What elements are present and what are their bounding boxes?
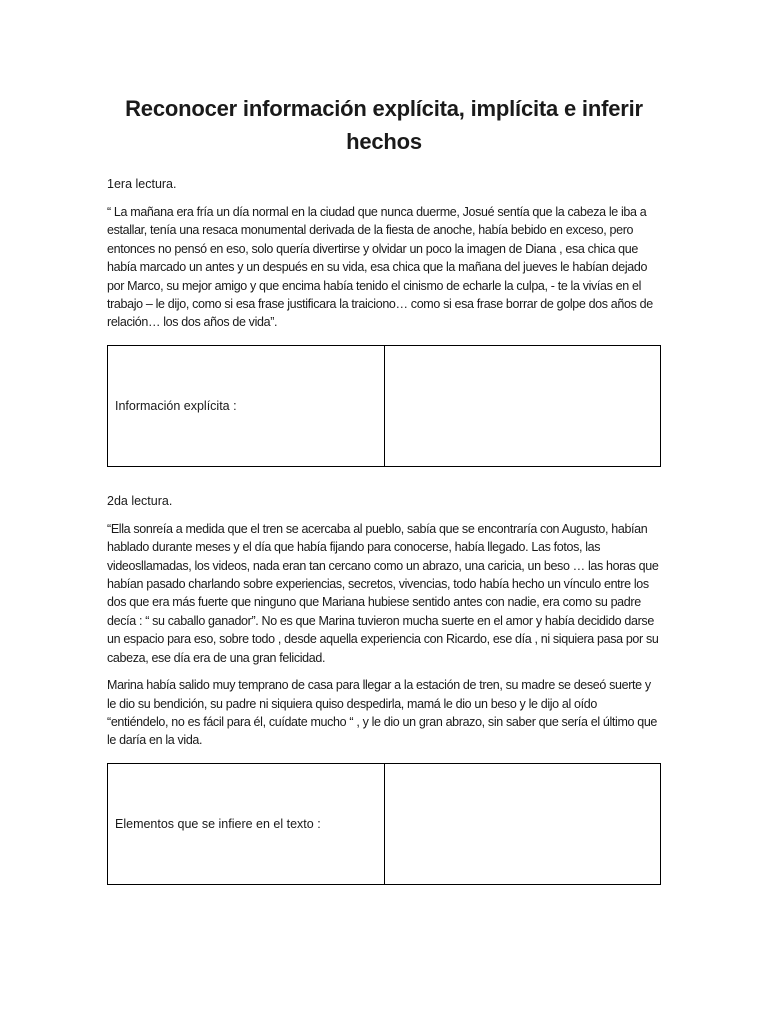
inferred-elements-answer-cell[interactable] xyxy=(384,764,661,884)
inferred-elements-label: Elementos que se infiere en el texto : xyxy=(115,816,321,831)
page-title: Reconocer información explícita, implícita e inferir hechos xyxy=(125,96,643,154)
reading-2-text-1: “Ella sonreía a medida que el tren se acercaba al pueblo, sabía que se encontraría con Augusto, habían hablado durante meses y el día que había fijando para conocerse, había llegado. Las fotos, las videosllamadas, los videos, nada eran tan cercano como un abrazo, una caricia, un beso … las horas que habían pasado charlando sobre experiencias, secretos, vivencias, todo había hecho un vínculo entre los dos que era más fuerte que ninguno que Mariana hubiese sentido antes con nadie, era como su padre decía : “ su caballo ganador”. No es que Marina tuvieron mucha suerte en el amor y había decidido darse un espacio para eso, sobre todo , desde aquella experiencia con Ricardo, ese día , ni siquiera pasa por su cabeza, ese día era de una gran felicidad. xyxy=(107,521,659,665)
reading-2-label: 2da lectura. xyxy=(107,493,173,508)
explicit-info-table xyxy=(107,345,661,467)
explicit-info-answer-cell[interactable] xyxy=(384,346,661,466)
reading-1-label: 1era lectura. xyxy=(107,177,177,191)
inferred-elements-table xyxy=(107,763,661,885)
reading-1-text: “ La mañana era fría un día normal en la ciudad que nunca duerme, Josué sentía que la cabeza le iba a estallar, tenía una resaca monumental derivada de la fiesta de anoche, había bebido en exceso, pero entonces no pensó en eso, solo quería divertirse y olvidar un poco la imagen de Diana , esa chica que había marcado un antes y un después en su vida, esa chica que la mañana del jueves le habían dejado por Marco, su mejor amigo y que encima había tenido el cinismo de echarle la culpa, - te la vivías en el trabajo – le dijo, como si esa frase justificara la traiciono… como si esa frase borrar de golpe dos años de relación… los dos años de vida”. xyxy=(107,205,653,330)
explicit-info-label: Información explícita : xyxy=(115,398,237,413)
reading-2-text-2: Marina había salido muy temprano de casa para llegar a la estación de tren, su madre se deseó suerte y le dio su bendición, su padre ni siquiera quiso despedirla, mamá le dio un beso y le dijo al oído “entiéndelo, no es fácil para él, cuídate mucho “ , y le dio un gran abrazo, sin saber que sería el último que le daría en la vida. xyxy=(107,678,658,748)
worksheet-page xyxy=(107,92,661,885)
